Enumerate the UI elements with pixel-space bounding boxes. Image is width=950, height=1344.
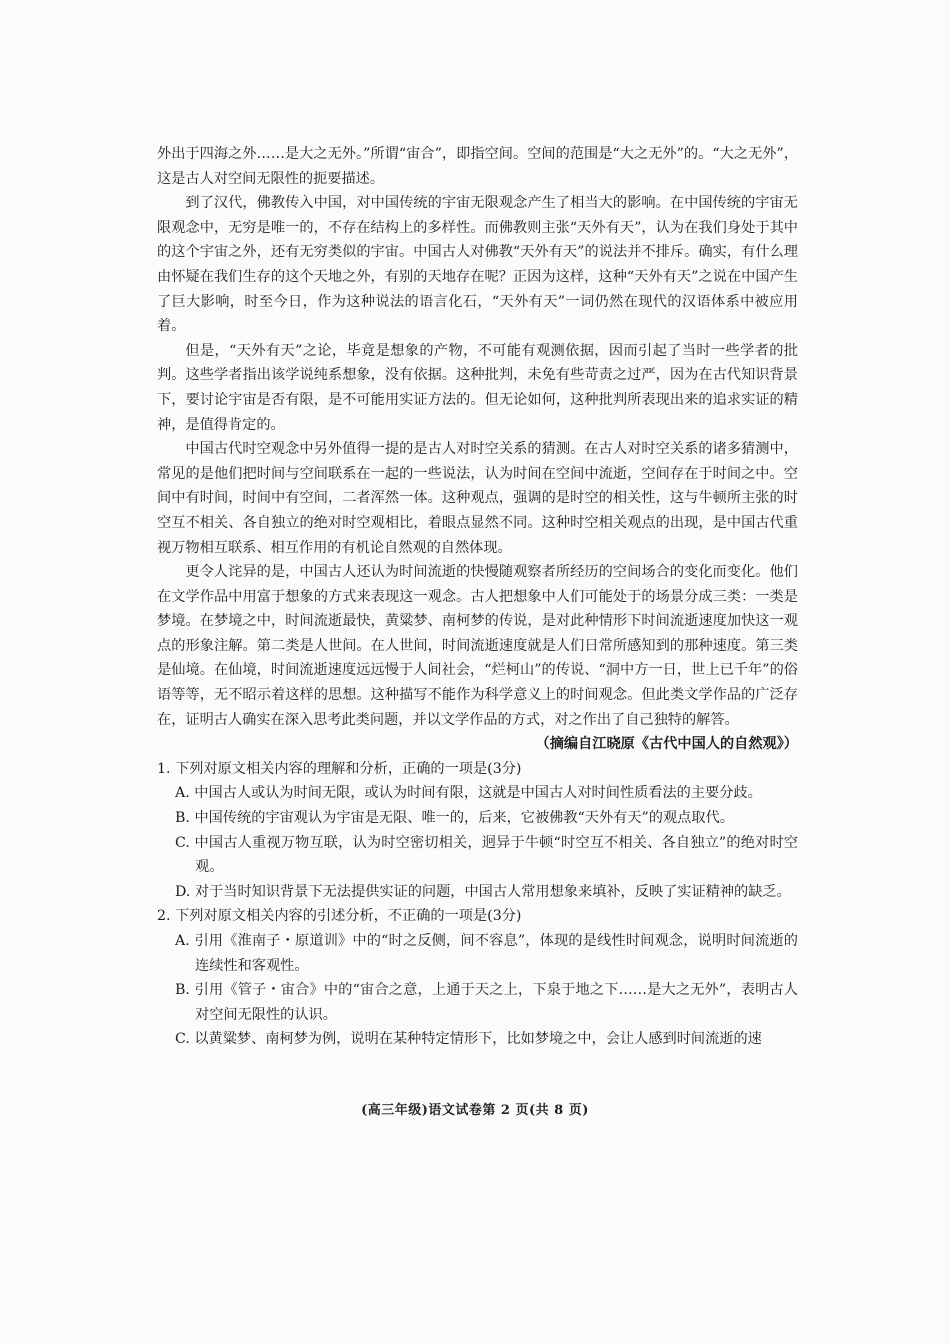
passage-paragraph: 中国古代时空观念中另外值得一提的是古人对时空关系的猜测。在古人对时空关系的诸多猜测中，常见的是他们把时间与空间联系在一起的一些说法，认为时间在空间中流逝，空间存在于时间之中。空间中有时间，时间中有空间，二者浑然一体。这种观点，强调的是时空的相关性，这与牛顿所主张的时空互不相关、各自独立的绝对时空观相比，着眼点显然不同。这种时空相关观点的出现，是中国古代重视万物相互联系、相互作用的有机论自然观的自然体现。 [157, 441, 798, 556]
page-footer: (高三年级)语文试卷第 2 页(共 8 页) [361, 1103, 589, 1118]
passage-paragraph: 但是，“天外有天”之论，毕竟是想象的产物，不可能有观测依据，因而引起了当时一些学者的批判。这些学者指出该学说纯系想象，没有依据。这种批判，未免有些苛责之过严，因为在古代知识背景下，要讨论宇宙是否有限，是不可能用实证方法的。但无论如何，这种批判所表现出来的追求实证的精神，是值得肯定的。 [157, 342, 798, 433]
answer-option-d: D. 对于当时知识背景下无法提供实证的问题，中国古人常用想象来填补，反映了实证精神的缺乏。 [175, 883, 791, 900]
passage-paragraph: 外出于四海之外……是大之无外。”所谓“宙合”，即指空间。空间的范围是“大之无外”的。“大之无外”，这是古人对空间无限性的扼要描述。 [157, 146, 798, 187]
passage-paragraph: 到了汉代，佛教传入中国，对中国传统的宇宙无限观念产生了相当大的影响。在中国传统的宇宙无限观念中，无穷是唯一的，不存在结构上的多样性。而佛教则主张“天外有天”，认为在我们身处于其中的这个宇宙之外，还有无穷类似的宇宙。中国古人对佛教“天外有天”的说法并不排斥。确实，有什么理由怀疑在我们生存的这个天地之外，有别的天地存在呢？正因为这样，这种“天外有天”之说在中国产生了巨大影响，时至今日，作为这种说法的语言化石，“天外有天”一词仍然在现代的汉语体系中被应用着。 [157, 195, 798, 335]
source-attribution: （摘编自江晓原《古代中国人的自然观》） [535, 736, 798, 753]
question-stem: 2. 下列对原文相关内容的引述分析，不正确的一项是(3分) [157, 908, 522, 925]
answer-option-b: B. 中国传统的宇宙观认为宇宙是无限、唯一的，后来，它被佛教“天外有天”的观点取代。 [175, 810, 734, 827]
passage-paragraph: 更令人诧异的是，中国古人还认为时间流逝的快慢随观察者所经历的空间场合的变化而变化。他们在文学作品中用富于想象的方式来表现这一观念。古人把想象中人们可能处于的场景分成三类：一类是梦境。在梦境之中，时间流逝最快，黄粱梦、南柯梦的传说，是对此种情形下时间流逝速度加快这一观点的形象注解。第二类是人世间。在人世间，时间流逝速度就是人们日常所感知到的那种速度。第三类是仙境。在仙境，时间流逝速度远远慢于人间社会，“烂柯山”的传说、“洞中方一日，世上已千年”的俗语等等，无不昭示着这样的思想。这种描写不能作为科学意义上的时间观念。但此类文学作品的广泛存在，证明古人确实在深入思考此类问题，并以文学作品的方式，对之作出了自己独特的解答。 [157, 564, 798, 728]
answer-option-b: B. 引用《管子・宙合》中的“宙合之意，上通于天之上，下泉于地之下……是大之无外”，表明古人对空间无限性的认识。 [175, 982, 798, 1023]
answer-option-a: A. 引用《淮南子・原道训》中的“时之反侧，间不容息”，体现的是线性时间观念，说明时间流逝的连续性和客观性。 [175, 933, 798, 974]
question-2 [157, 904, 798, 1052]
answer-option-c: C. 中国古人重视万物互联，认为时空密切相关，迥异于牛顿“时空互不相关、各自独立”的绝对时空观。 [175, 834, 798, 876]
answer-option-c: C. 以黄粱梦、南柯梦为例，说明在某种特定情形下，比如梦境之中，会让人感到时间流逝的速 [175, 1031, 762, 1048]
question-1 [157, 757, 798, 905]
answer-option-a: A. 中国古人或认为时间无限，或认为时间有限，这就是中国古人对时间性质看法的主要分歧。 [175, 785, 762, 802]
question-stem: 1. 下列对原文相关内容的理解和分析，正确的一项是(3分) [157, 760, 522, 777]
